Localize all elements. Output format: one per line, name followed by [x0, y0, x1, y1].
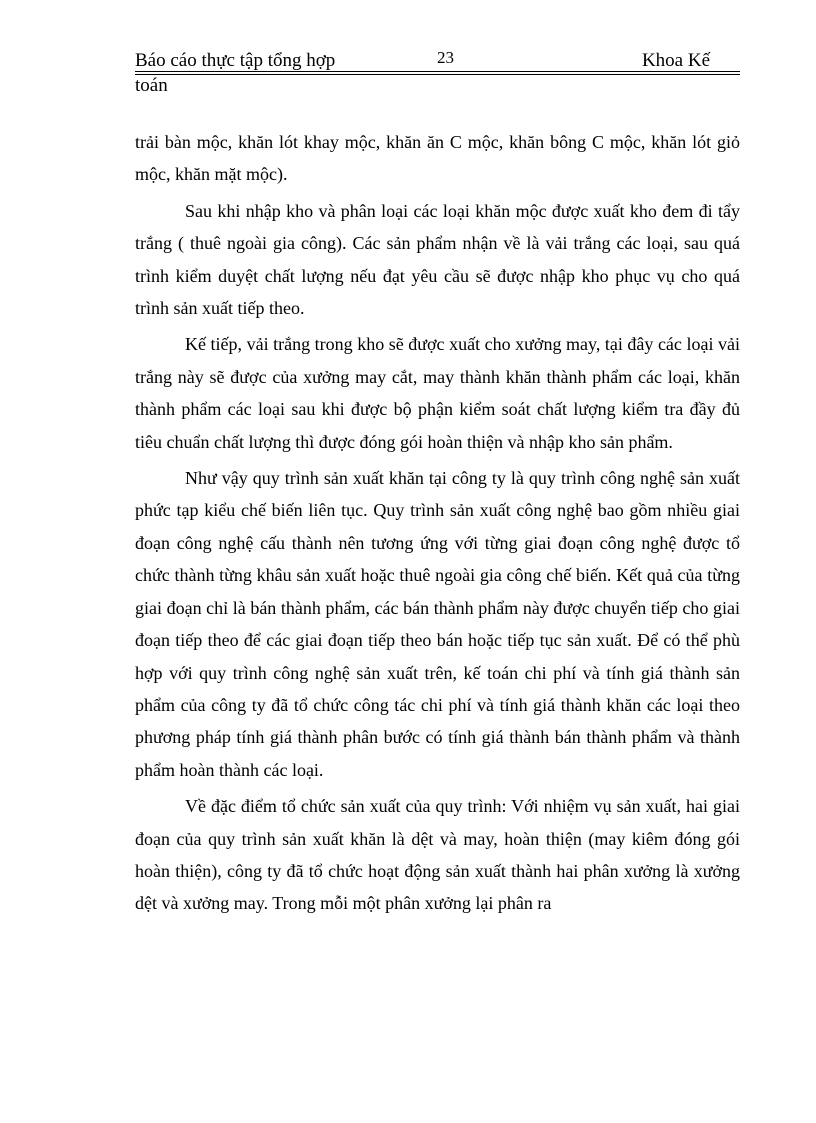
header-report-title: Báo cáo thực tập tổng hợp [135, 50, 336, 71]
header-department: Khoa Kế [641, 50, 710, 71]
paragraph-organization: Về đặc điểm tổ chức sản xuất của quy trình: Với nhiệm vụ sản xuất, hai giai đoạn của quy trình sản xuất khăn là dệt và may, hoàn thiện (may kiêm đóng gói hoàn thiện), công ty đã tổ chức hoạt động sản xuất thành hai phân xưởng là xưởng dệt và xưởng may. Trong mỗi một phân xưởng lại phân ra [135, 796, 740, 914]
paragraph-bleaching: Sau khi nhập kho và phân loại các loại khăn mộc được xuất kho đem đi tẩy trắng ( thuê ngoài gia công). Các sản phẩm nhận về là vải trắng các loại, sau quá trình kiểm duyệt chất lượng nếu đạt yêu cầu sẽ được nhập kho phục vụ cho quá trình sản xuất tiếp theo. [135, 200, 740, 319]
paragraph-production-process: Như vậy quy trình sản xuất khăn tại công ty là quy trình công nghệ sản xuất phức tạp kiểu chế biến liên tục. Quy trình sản xuất công nghệ bao gồm nhiều giai đoạn công nghệ cấu thành nên tương ứng với từng giai đoạn công nghệ được tổ chức thành từng khâu sản xuất hoặc thuê ngoài gia công chế biến. Kết quả của từng giai đoạn chỉ là bán thành phẩm, các bán thành phẩm này được chuyển tiếp cho giai đoạn tiếp theo để các giai đoạn tiếp theo bán hoặc tiếp tục sản xuất. Để có thể phù hợp với quy trình công nghệ sản xuất trên, kế toán chi phí và tính giá thành sản phẩm của công ty đã tổ chức công tác chi phí và tính giá thành khăn các loại theo phương pháp tính giá thành phân bước có tính giá thành bán thành phẩm và thành phẩm hoàn thành các loại. [135, 468, 740, 780]
page-number: 23 [437, 48, 454, 67]
paragraph-continued: trải bàn mộc, khăn lót khay mộc, khăn ăn C mộc, khăn bông C mộc, khăn lót giỏ mộc, khăn mặt mộc). [135, 132, 740, 185]
body-text [135, 126, 740, 924]
header-department-continuation: toán [135, 75, 168, 96]
header-rule-double [135, 74, 740, 75]
header-rule [135, 71, 740, 72]
paragraph-sewing: Kế tiếp, vải trắng trong kho sẽ được xuất cho xưởng may, tại đây các loại vải trắng này sẽ được của xưởng may cắt, may thành khăn thành phẩm các loại, khăn thành phẩm các loại sau khi được bộ phận kiểm soát chất lượng kiểm tra đầy đủ tiêu chuẩn chất lượng thì được đóng gói hoàn thiện và nhập kho sản phẩm. [135, 334, 740, 452]
